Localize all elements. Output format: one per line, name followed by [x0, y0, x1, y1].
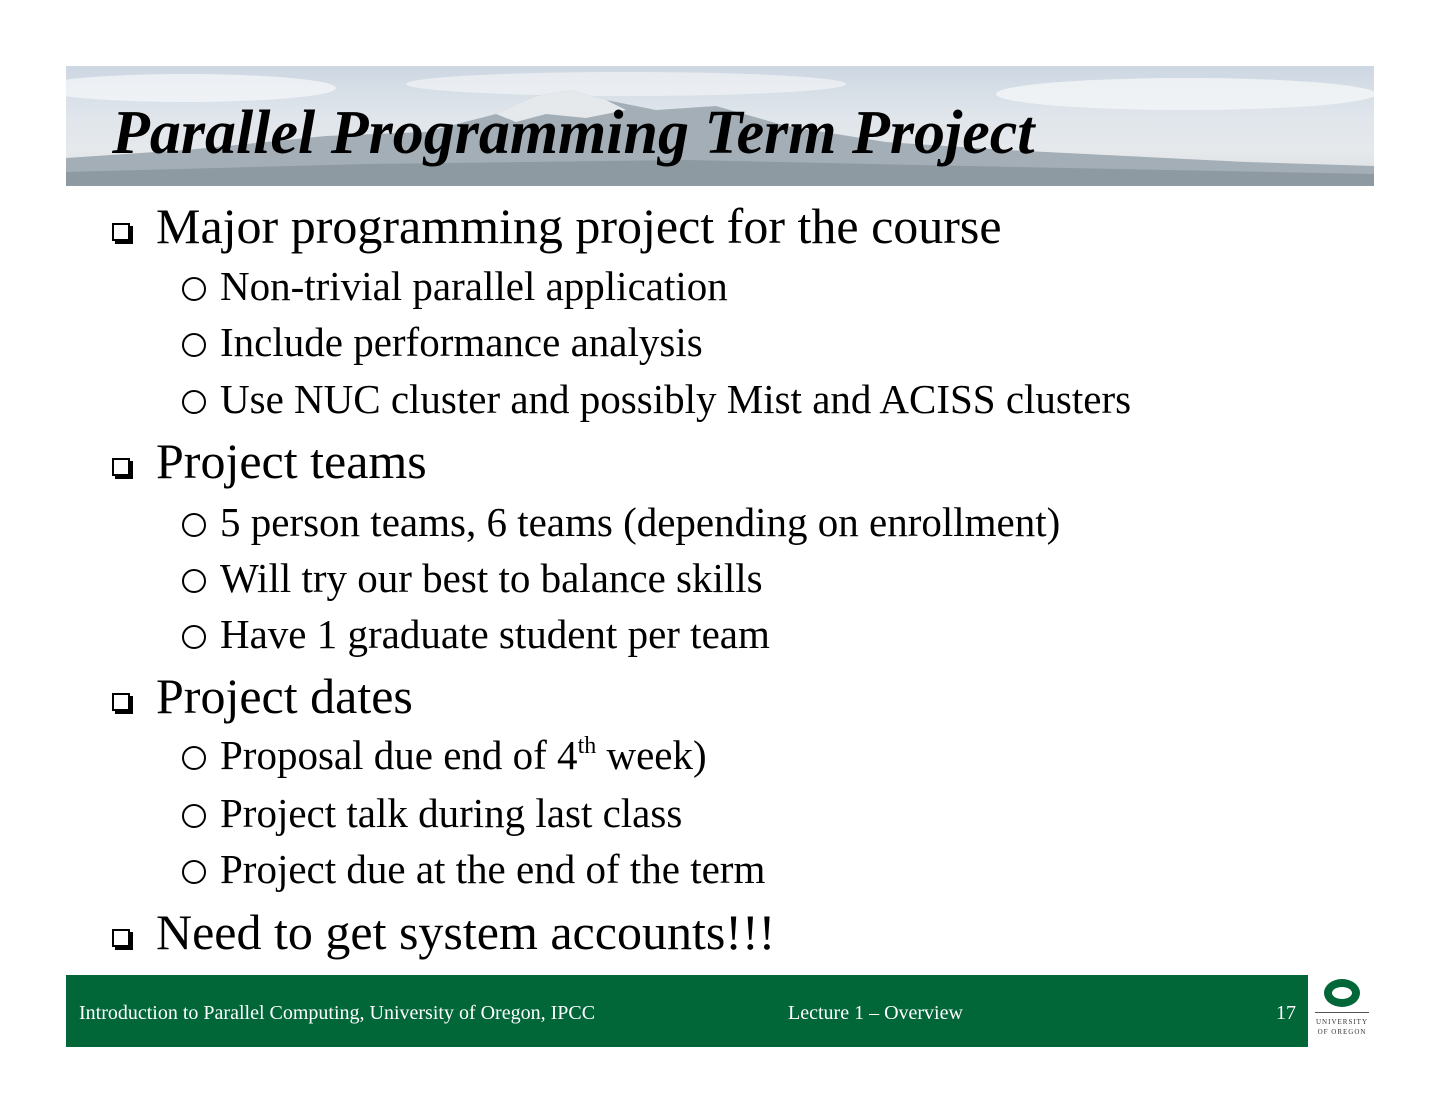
- footer-page-number: 17: [1276, 1002, 1296, 1024]
- bullet-system-accounts: [112, 904, 775, 960]
- bullet-major-project: [112, 198, 1002, 254]
- bullet-text: Major programming project for the course: [156, 198, 1002, 254]
- logo-divider: [1315, 1012, 1369, 1013]
- sub-bullet-text: Project talk during last class: [220, 790, 683, 836]
- sub-bullet-text: Project due at the end of the term: [220, 846, 766, 892]
- sub-bullet-text: Have 1 graduate student per team: [220, 611, 770, 657]
- sub-bullet-team-size: [182, 498, 1060, 546]
- square-bullet-icon: [112, 693, 130, 711]
- slide-footer: [66, 975, 1308, 1047]
- logo-text-line2: OF OREGON: [1317, 1028, 1367, 1036]
- square-bullet-icon: [112, 223, 130, 241]
- sub-bullet-text: Include performance analysis: [220, 319, 703, 365]
- sub-bullet-project-talk: [182, 789, 682, 837]
- sub-bullet-proposal-due: [182, 731, 707, 779]
- sub-bullet-text: Use NUC cluster and possibly Mist and ACISS clusters: [220, 376, 1132, 422]
- sub-bullet-text: Non-trivial parallel application: [220, 263, 728, 309]
- footer-lecture-title: Lecture 1 – Overview: [788, 1002, 963, 1024]
- bullet-text: Project teams: [156, 433, 427, 489]
- square-bullet-icon: [112, 458, 130, 476]
- sub-bullet-clusters: [182, 375, 1131, 423]
- university-of-oregon-logo: [1310, 975, 1374, 1047]
- circle-bullet-icon: [182, 513, 206, 537]
- footer-course-title: Introduction to Parallel Computing, University of Oregon, IPCC: [79, 1002, 596, 1024]
- circle-bullet-icon: [182, 333, 206, 357]
- sub-bullet-project-due: [182, 845, 765, 893]
- circle-bullet-icon: [182, 804, 206, 828]
- circle-bullet-icon: [182, 569, 206, 593]
- circle-bullet-icon: [182, 746, 206, 770]
- logo-text-line1: UNIVERSITY: [1316, 1018, 1368, 1026]
- circle-bullet-icon: [182, 625, 206, 649]
- bullet-project-dates: [112, 668, 413, 724]
- sub-bullet-graduate-student: [182, 610, 770, 658]
- slide-title: Parallel Programming Term Project: [112, 99, 1035, 167]
- oregon-o-icon: [1324, 979, 1360, 1007]
- circle-bullet-icon: [182, 860, 206, 884]
- circle-bullet-icon: [182, 390, 206, 414]
- circle-bullet-icon: [182, 277, 206, 301]
- bullet-text: Need to get system accounts!!!: [156, 904, 776, 960]
- sub-bullet-nontrivial-app: [182, 262, 728, 310]
- bullet-text: Project dates: [156, 668, 413, 724]
- sub-bullet-text: Will try our best to balance skills: [220, 555, 763, 601]
- square-bullet-icon: [112, 929, 130, 947]
- ordinal-suffix: th: [577, 733, 597, 759]
- sub-bullet-balance-skills: [182, 554, 763, 602]
- sub-bullet-performance-analysis: [182, 318, 703, 366]
- sub-bullet-text-before: Proposal due end of 4: [220, 732, 578, 778]
- bullet-project-teams: [112, 433, 427, 489]
- sub-bullet-text: 5 person teams, 6 teams (depending on enrollment): [220, 499, 1061, 545]
- sub-bullet-text-after: week): [596, 732, 707, 778]
